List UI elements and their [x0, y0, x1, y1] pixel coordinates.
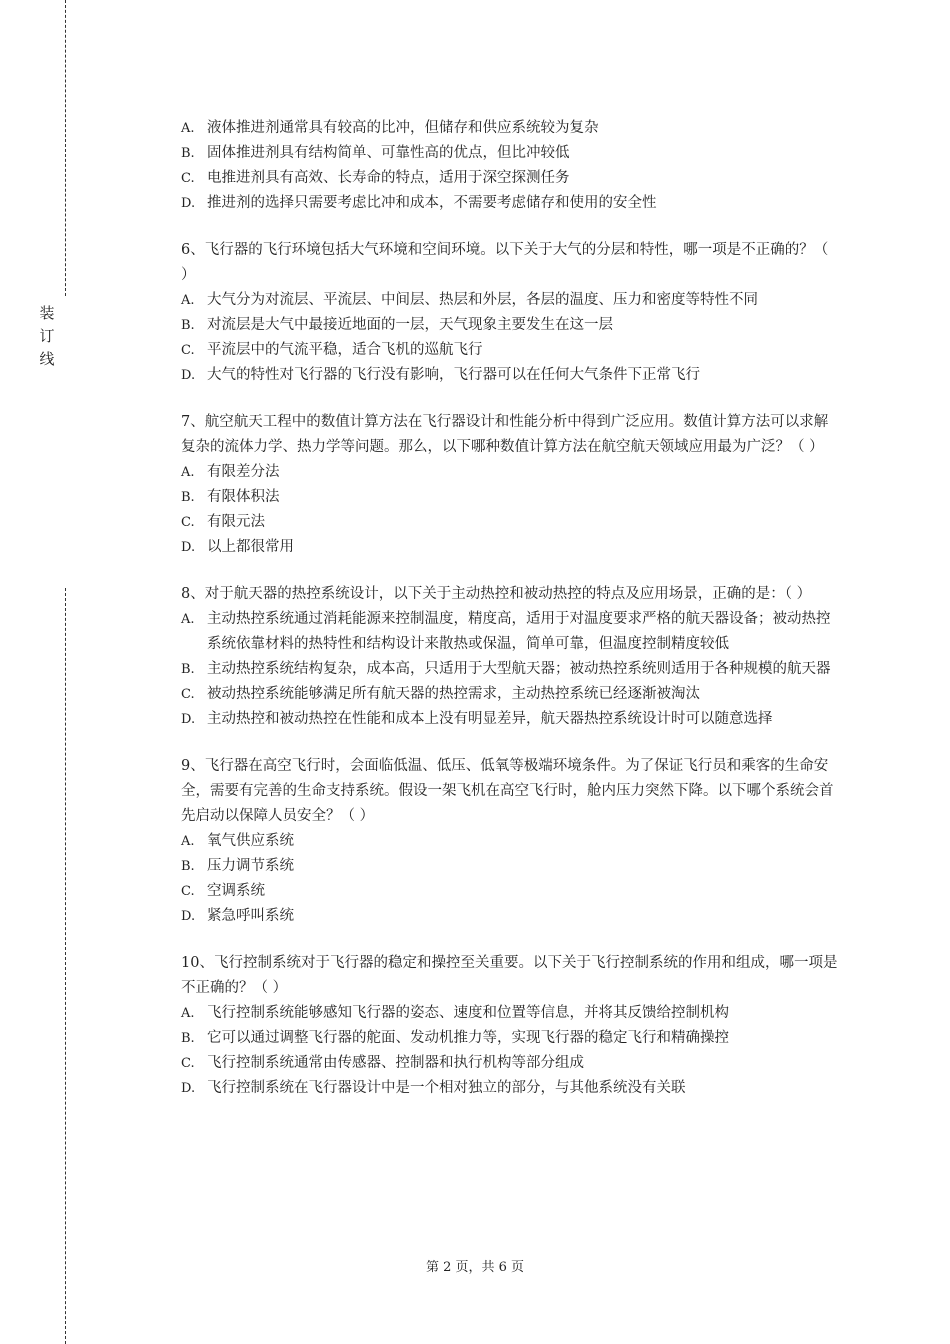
answer-option: [181, 682, 839, 707]
question-q9: [181, 754, 839, 929]
answer-option: [181, 166, 839, 191]
option-text: 压力调节系统: [207, 858, 294, 874]
answer-option: [181, 363, 839, 388]
option-text: 氧气供应系统: [207, 833, 294, 849]
option-text: 对流层是大气中最接近地面的一层，天气现象主要发生在这一层: [207, 317, 613, 333]
option-letter: A.: [181, 612, 195, 627]
answer-option: [181, 460, 839, 485]
question-stem: 10、飞行控制系统对于飞行器的稳定和操控至关重要。以下关于飞行控制系统的作用和组成，哪一项是不正确的？（ ）: [181, 955, 838, 996]
option-text: 它可以通过调整飞行器的舵面、发动机推力等，实现飞行器的稳定飞行和精确操控: [207, 1030, 729, 1046]
option-text: 大气分为对流层、平流层、中间层、热层和外层，各层的温度、压力和密度等特性不同: [207, 292, 758, 308]
answer-option: [181, 657, 839, 682]
option-letter: D.: [181, 712, 196, 727]
option-text: 电推进剂具有高效、长寿命的特点，适用于深空探测任务: [207, 170, 570, 186]
option-letter: B.: [181, 490, 195, 505]
answer-option: [181, 707, 839, 732]
option-letter: A.: [181, 121, 195, 136]
option-letter: D.: [181, 909, 196, 924]
answer-option: [181, 904, 839, 929]
page-footer: 第 2 页，共 6 页: [425, 1260, 525, 1275]
option-letter: B.: [181, 859, 195, 874]
binding-label-char: 线: [39, 350, 55, 368]
option-text: 空调系统: [207, 883, 265, 899]
option-text: 有限体积法: [207, 489, 280, 505]
option-letter: D.: [181, 540, 196, 555]
option-letter: A.: [181, 1006, 195, 1021]
option-letter: D.: [181, 1081, 196, 1096]
option-text: 液体推进剂通常具有较高的比冲，但储存和供应系统较为复杂: [207, 120, 599, 136]
question-q6: [181, 238, 839, 388]
option-letter: C.: [181, 343, 195, 358]
answer-option: [181, 313, 839, 338]
answer-option: [181, 879, 839, 904]
option-letter: C.: [181, 515, 195, 530]
answer-option: [181, 191, 839, 216]
answer-option: [181, 829, 839, 854]
option-text: 主动热控系统结构复杂，成本高，只适用于大型航天器；被动热控系统则适用于各种规模的航天器: [207, 661, 831, 677]
option-text: 有限差分法: [207, 464, 280, 480]
option-text: 飞行控制系统通常由传感器、控制器和执行机构等部分组成: [207, 1055, 584, 1071]
option-text: 主动热控系统通过消耗能源来控制温度，精度高，适用于对温度要求严格的航天器设备；被动热控系统依靠材料的热特性和结构设计来散热或保温，简单可靠，但温度控制精度较低: [207, 611, 831, 652]
option-letter: B.: [181, 1031, 195, 1046]
option-letter: B.: [181, 146, 195, 161]
answer-option: [181, 288, 839, 313]
answer-option: [181, 510, 839, 535]
answer-option: [181, 338, 839, 363]
option-text: 飞行控制系统在飞行器设计中是一个相对独立的部分，与其他系统没有关联: [207, 1080, 686, 1096]
binding-line-bottom: [65, 588, 66, 1344]
option-letter: A.: [181, 834, 195, 849]
question-stem: 7、航空航天工程中的数值计算方法在飞行器设计和性能分析中得到广泛应用。数值计算方法可以求解复杂的流体力学、热力学等问题。那么，以下哪种数值计算方法在航空航天领域应用最为广泛？（ ）: [181, 414, 829, 455]
answer-option: [181, 607, 839, 657]
option-letter: B.: [181, 662, 195, 677]
question-stem: 8、对于航天器的热控系统设计，以下关于主动热控和被动热控的特点及应用场景，正确的是：（ ）: [181, 586, 812, 602]
question-stem: 6、飞行器的飞行环境包括大气环境和空间环境。以下关于大气的分层和特性，哪一项是不正确的？（ ）: [181, 242, 829, 283]
question-stem: 9、飞行器在高空飞行时，会面临低温、低压、低氧等极端环境条件。为了保证飞行员和乘客的生命安全，需要有完善的生命支持系统。假设一架飞机在高空飞行时，舱内压力突然下降。以下哪个系统会首先启动以保障人员安全？（ ）: [181, 758, 834, 824]
binding-label: [37, 302, 57, 371]
option-letter: B.: [181, 318, 195, 333]
answer-option: [181, 141, 839, 166]
binding-label-char: 订: [39, 327, 55, 345]
option-text: 以上都很常用: [207, 539, 294, 555]
answer-option: [181, 1076, 839, 1101]
question-q8: [181, 582, 839, 732]
option-text: 飞行控制系统能够感知飞行器的姿态、速度和位置等信息，并将其反馈给控制机构: [207, 1005, 729, 1021]
answer-option: [181, 535, 839, 560]
answer-option: [181, 485, 839, 510]
answer-option: [181, 1051, 839, 1076]
option-letter: C.: [181, 884, 195, 899]
question-q5: [181, 116, 839, 216]
answer-option: [181, 116, 839, 141]
binding-line-top: [65, 0, 66, 296]
option-text: 推进剂的选择只需要考虑比冲和成本，不需要考虑储存和使用的安全性: [207, 195, 657, 211]
question-q7: [181, 410, 839, 560]
option-text: 主动热控和被动热控在性能和成本上没有明显差异，航天器热控系统设计时可以随意选择: [207, 711, 773, 727]
answer-option: [181, 1001, 839, 1026]
binding-label-char: 装: [39, 304, 55, 322]
option-text: 平流层中的气流平稳，适合飞机的巡航飞行: [207, 342, 483, 358]
answer-option: [181, 854, 839, 879]
option-letter: A.: [181, 465, 195, 480]
option-text: 有限元法: [207, 514, 265, 530]
option-text: 大气的特性对飞行器的飞行没有影响，飞行器可以在任何大气条件下正常飞行: [207, 367, 700, 383]
question-q10: [181, 951, 839, 1101]
option-letter: A.: [181, 293, 195, 308]
option-letter: C.: [181, 687, 195, 702]
option-letter: C.: [181, 1056, 195, 1071]
option-letter: D.: [181, 196, 196, 211]
option-letter: C.: [181, 171, 195, 186]
option-text: 被动热控系统能够满足所有航天器的热控需求，主动热控系统已经逐渐被淘汰: [207, 686, 700, 702]
option-text: 固体推进剂具有结构简单、可靠性高的优点，但比冲较低: [207, 145, 570, 161]
answer-option: [181, 1026, 839, 1051]
option-letter: D.: [181, 368, 196, 383]
question-list: [181, 116, 839, 1123]
option-text: 紧急呼叫系统: [207, 908, 294, 924]
